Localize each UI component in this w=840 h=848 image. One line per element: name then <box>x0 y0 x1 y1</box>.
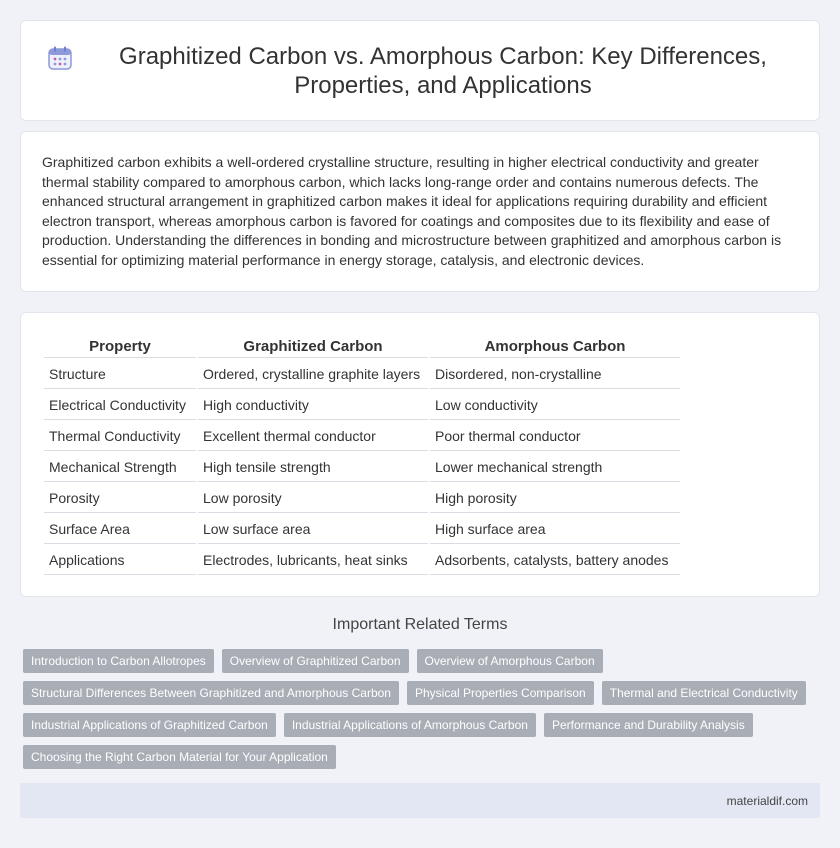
related-term-tag[interactable]: Structural Differences Between Graphitized and Amorphous Carbon <box>23 681 399 705</box>
table-cell: Low porosity <box>198 484 428 513</box>
related-term-tag[interactable]: Industrial Applications of Amorphous Carbon <box>284 713 536 737</box>
table-cell: Ordered, crystalline graphite layers <box>198 360 428 389</box>
page-title: Graphitized Carbon vs. Amorphous Carbon: Key Differences, Properties, and Applications <box>119 42 767 99</box>
related-term-tag[interactable]: Introduction to Carbon Allotropes <box>23 649 214 673</box>
footer-site[interactable]: materialdif.com <box>726 793 808 808</box>
related-term-tag[interactable]: Overview of Amorphous Carbon <box>417 649 603 673</box>
comparison-table <box>42 334 682 577</box>
table-cell: Excellent thermal conductor <box>198 422 428 451</box>
table-cell: Low surface area <box>198 515 428 544</box>
table-cell: Thermal Conductivity <box>44 422 196 451</box>
table-header-row <box>44 336 680 358</box>
table-cell: Porosity <box>44 484 196 513</box>
table-cell: Applications <box>44 546 196 575</box>
table-cell: Lower mechanical strength <box>430 453 680 482</box>
table-cell: High surface area <box>430 515 680 544</box>
table-cell: Structure <box>44 360 196 389</box>
related-term-tag[interactable]: Industrial Applications of Graphitized Carbon <box>23 713 276 737</box>
table-cell: Surface Area <box>44 515 196 544</box>
table-cell: High tensile strength <box>198 453 428 482</box>
table-cell: Poor thermal conductor <box>430 422 680 451</box>
table-row <box>44 422 680 451</box>
footer <box>20 783 820 818</box>
header-amorphous: Amorphous Carbon <box>430 336 680 358</box>
table-cell: High conductivity <box>198 391 428 420</box>
table-cell: Electrical Conductivity <box>44 391 196 420</box>
related-term-tag[interactable]: Choosing the Right Carbon Material for Your Application <box>23 745 336 769</box>
header-card <box>20 20 820 121</box>
calendar-icon <box>47 45 73 71</box>
related-terms-title: Important Related Terms <box>332 616 508 633</box>
table-cell: High porosity <box>430 484 680 513</box>
table-cell: Disordered, non-crystalline <box>430 360 680 389</box>
table-row <box>44 453 680 482</box>
table-row <box>44 484 680 513</box>
table-cell: Electrodes, lubricants, heat sinks <box>198 546 428 575</box>
related-term-tag[interactable]: Thermal and Electrical Conductivity <box>602 681 806 705</box>
header-inner <box>47 42 793 100</box>
table-row <box>44 515 680 544</box>
table-row <box>44 546 680 575</box>
table-cell: Adsorbents, catalysts, battery anodes <box>430 546 680 575</box>
related-terms-section <box>20 615 820 777</box>
intro-paragraph: Graphitized carbon exhibits a well-ordered crystalline structure, resulting in higher electrical conductivity and greater thermal stability compared to amorphous carbon, which lacks long-range order and contains numerous defects. The enhanced structural arrangement in graphitized carbon makes it ideal for applications requiring durability and efficient electron transport, whereas amorphous carbon is favored for coatings and composites due to its flexibility and ease of production. Understanding the differences in bonding and microstructure between graphitized and amorphous carbon is essential for optimizing material performance in energy storage, catalysis, and electronic devices. <box>42 154 782 268</box>
related-term-tag[interactable]: Physical Properties Comparison <box>407 681 594 705</box>
intro-card <box>20 131 820 292</box>
related-term-tag[interactable]: Overview of Graphitized Carbon <box>222 649 409 673</box>
comparison-card <box>20 312 820 597</box>
table-cell: Low conductivity <box>430 391 680 420</box>
related-term-tag[interactable]: Performance and Durability Analysis <box>544 713 753 737</box>
related-terms-tags <box>20 649 820 777</box>
table-row <box>44 360 680 389</box>
header-graphitized: Graphitized Carbon <box>198 336 428 358</box>
table-cell: Mechanical Strength <box>44 453 196 482</box>
table-row <box>44 391 680 420</box>
header-property: Property <box>44 336 196 358</box>
